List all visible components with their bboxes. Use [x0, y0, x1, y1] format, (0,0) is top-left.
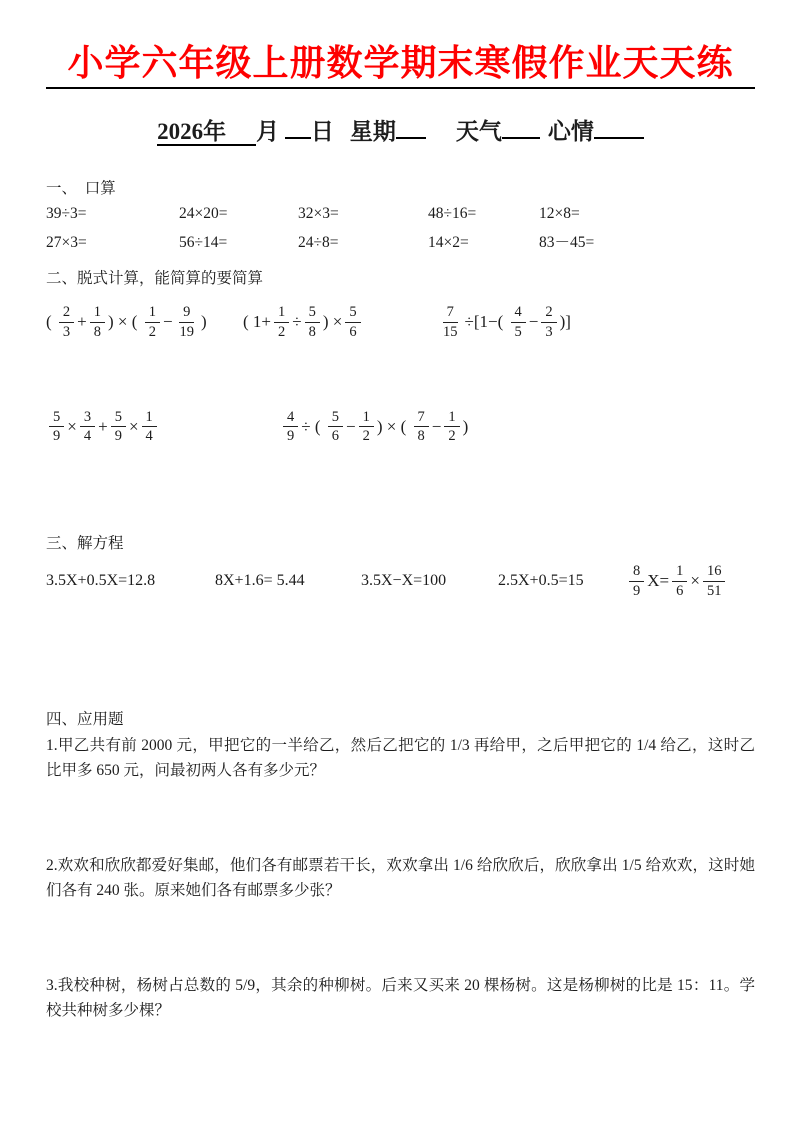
date-day-label: 日 — [310, 119, 334, 145]
fraction: $\frac{9}{19}$ — [179, 304, 195, 341]
date-week-blank — [396, 115, 426, 139]
fraction: $\frac{5}{8}$ — [305, 304, 320, 340]
fraction: $\frac{1}{2}$ — [444, 409, 459, 445]
equation-item: 3.5X−X=100 — [361, 572, 447, 590]
fraction: $\frac{5}{6}$ — [328, 409, 343, 445]
equation-item: 2.5X+0.5=15 — [498, 572, 584, 590]
section-two-heading: 二、脱式计算，能简算的要简算 — [46, 270, 264, 288]
oral-problem: 32×3= — [298, 205, 339, 223]
fraction: $\frac{3}{4}$ — [80, 409, 95, 445]
date-mood-blank — [594, 115, 644, 139]
stepcalc-expression: $\frac{5}{9}$ × $\frac{3}{4}$ + $\frac{5}{9}$ × $\frac{1}{4}$ — [46, 409, 280, 445]
stepcalc-expression: $\frac{7}{15}$ ÷[1−( $\frac{4}{5}$ − $\frac{2}{3}$ )] — [436, 304, 571, 340]
section-three-heading: 三、解方程 — [46, 535, 124, 553]
date-week-label: 星期 — [349, 119, 396, 145]
worksheet-title: 小学六年级上册数学期末寒假作业天天练 — [67, 42, 734, 83]
stepcalc-expression: ( $\frac{2}{3}$ + $\frac{1}{8}$ ) × ( $\frac{1}{2}$ − $\frac{9}{19}$ ) — [46, 304, 207, 341]
fraction: $\frac{7}{8}$ — [414, 409, 429, 445]
word-problem-3: 3.我校种树，杨树占总数的 5/9，其余的种柳树。后来又买来 20 棵杨树。这是杨柳树的比是 15：11。学校共种树多少棵？ — [46, 977, 755, 1020]
fraction: $\frac{1}{6}$ — [672, 563, 687, 599]
date-line — [46, 113, 755, 146]
fraction: $\frac{5}{9}$ — [49, 409, 64, 445]
fraction: $\frac{8}{9}$ — [629, 563, 644, 599]
fraction: $\frac{7}{15}$ — [443, 304, 458, 341]
fraction: $\frac{1}{2}$ — [274, 304, 289, 340]
stepcalc-row-1 — [46, 304, 755, 340]
fraction: $\frac{5}{6}$ — [345, 304, 360, 340]
fraction: $\frac{5}{9}$ — [111, 409, 126, 445]
date-day-blank — [285, 115, 311, 139]
equation-item: 8X+1.6= 5.44 — [215, 572, 305, 590]
fraction: $\frac{16}{51}$ — [703, 563, 726, 599]
equation-item-fraction: $\frac{8}{9}$ X= $\frac{1}{6}$ × $\frac{16}{51}$ — [626, 563, 728, 599]
fraction: $\frac{2}{3}$ — [59, 304, 74, 340]
oral-problem: 48÷16= — [428, 205, 477, 223]
date-year: 2026年 — [157, 119, 256, 146]
oral-problem: 24÷8= — [298, 234, 339, 252]
oral-problem: 39÷3= — [46, 205, 87, 223]
equation-item: 3.5X+0.5X=12.8 — [46, 572, 156, 590]
fraction: $\frac{1}{8}$ — [90, 304, 105, 340]
oral-problem: 14×2= — [428, 234, 469, 252]
oral-problem: 56÷14= — [179, 234, 228, 252]
fraction: $\frac{1}{2}$ — [359, 409, 374, 445]
date-month-label: 月 — [256, 119, 280, 145]
oral-row-2 — [46, 230, 755, 252]
word-problem-2: 2.欢欢和欣欣都爱好集邮，他们各有邮票若干长，欢欢拿出 1/6 给欣欣后，欣欣拿出 1/5 给欢欢，这时她们各有 240 张。原来她们各有邮票多少张？ — [46, 857, 755, 900]
fraction: $\frac{4}{5}$ — [511, 304, 526, 340]
fraction: $\frac{2}{3}$ — [541, 304, 556, 340]
date-weather-blank — [502, 115, 540, 139]
stepcalc-expression: $\frac{4}{9}$ ÷ ( $\frac{5}{6}$ − $\frac{1}{2}$ ) × ( $\frac{7}{8}$ − $\frac{1}{2}$ ) — [280, 409, 468, 445]
equations-row — [46, 563, 755, 599]
fraction: $\frac{1}{2}$ — [145, 304, 160, 340]
word-problem-1: 1.甲乙共有前 2000 元，甲把它的一半给乙，然后乙把它的 1/3 再给甲，之后甲把它的 1/4 给乙，这时乙比甲多 650 元，问最初两人各有多少元？ — [46, 737, 755, 780]
oral-problem: 12×8= — [539, 205, 580, 223]
stepcalc-expression: ( 1+ $\frac{1}{2}$ ÷ $\frac{5}{8}$ ) × $\frac{5}{6}$ — [243, 304, 436, 340]
stepcalc-row-2 — [46, 409, 755, 445]
date-weather-label: 天气 — [455, 119, 502, 145]
fraction: $\frac{1}{4}$ — [142, 409, 157, 445]
section-four-heading: 四、应用题 — [46, 711, 124, 729]
section-one-heading: 一、 口算 — [46, 180, 116, 198]
oral-row-1 — [46, 205, 755, 223]
oral-problem: 83－45= — [539, 234, 595, 252]
fraction: $\frac{4}{9}$ — [283, 409, 298, 445]
oral-problem: 24×20= — [179, 205, 228, 223]
title-divider — [46, 87, 755, 89]
oral-problem: 27×3= — [46, 234, 87, 252]
date-mood-label: 心情 — [547, 119, 594, 145]
